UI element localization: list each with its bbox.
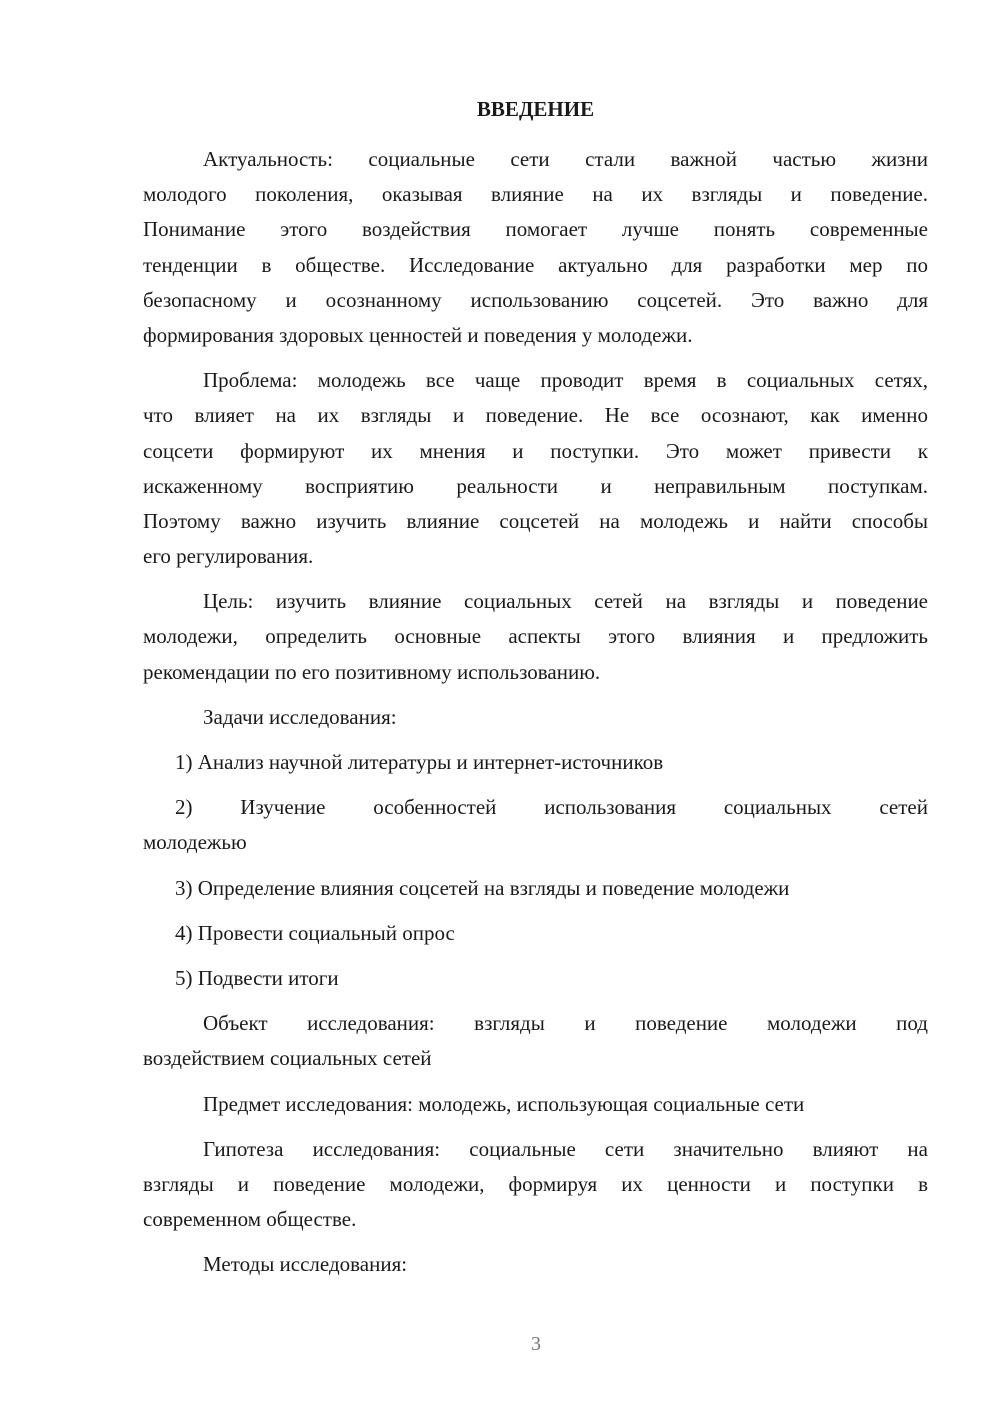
text-line: формирования здоровых ценностей и поведения у молодежи. [143, 322, 693, 347]
text-line: искаженному восприятию реальности и неправильным поступкам. [143, 473, 928, 498]
page-number: 3 [531, 1333, 541, 1355]
text-line: Гипотеза исследования: социальные сети значительно влияют на [203, 1136, 928, 1161]
paragraph [143, 1247, 928, 1282]
text-line: воздействием социальных сетей [143, 1046, 432, 1071]
text-line: 4) Провести социальный опрос [175, 920, 455, 945]
paragraph [143, 142, 928, 353]
list-item [143, 790, 928, 860]
text-line: современном обществе. [143, 1207, 357, 1232]
text-line: Предмет исследования: молодежь, использующая социальные сети [203, 1091, 805, 1116]
list-item [143, 871, 928, 906]
text-line: рекомендации по его позитивному использованию. [143, 659, 601, 684]
text-line: молодежью [143, 830, 247, 855]
text-line: 1) Анализ научной литературы и интернет-источников [175, 750, 664, 774]
text-line: Методы исследования: [203, 1252, 408, 1277]
text-line: Объект исследования: взгляды и поведение молодежи под [203, 1011, 928, 1036]
list-item [143, 916, 928, 951]
paragraph [143, 1087, 928, 1122]
text-line: 2) Изучение особенностей использования социальных сетей [175, 795, 928, 820]
list-item [143, 961, 928, 996]
text-line: соцсети формируют их мнения и поступки. Это может привести к [143, 438, 928, 463]
paragraph [143, 1132, 928, 1238]
list-item [143, 745, 928, 780]
body-text [143, 142, 928, 1282]
text-line: тенденции в обществе. Исследование актуально для разработки мер по [143, 252, 928, 277]
text-line: Понимание этого воздействия помогает лучше понять современные [143, 217, 928, 242]
text-line: молодого поколения, оказывая влияние на их взгляды и поведение. [143, 182, 928, 207]
text-line: Актуальность: социальные сети стали важной частью жизни [203, 147, 928, 171]
paragraph [143, 584, 928, 690]
text-line: Задачи исследования: [203, 704, 397, 729]
text-line: 5) Подвести итоги [175, 965, 339, 990]
paragraph [143, 363, 928, 574]
text-line: безопасному и осознанному использованию соцсетей. Это важно для [143, 287, 928, 312]
text-line: взгляды и поведение молодежи, формируя их ценности и поступки в [143, 1171, 928, 1196]
text-line: Цель: изучить влияние социальных сетей на взгляды и поведение [203, 589, 928, 614]
text-line: молодежи, определить основные аспекты этого влияния и предложить [143, 624, 928, 649]
text-line: 3) Определение влияния соцсетей на взгляды и поведение молодежи [175, 875, 790, 900]
text-line: его регулирования. [143, 544, 314, 569]
text-line: Проблема: молодежь все чаще проводит время в социальных сетях, [203, 368, 928, 393]
text-line: Поэтому важно изучить влияние соцсетей на молодежь и найти способы [143, 508, 928, 533]
paragraph [143, 1006, 928, 1076]
section-title: ВВЕДЕНИЕ [476, 97, 595, 121]
text-line: что влияет на их взгляды и поведение. Не все осознают, как именно [143, 403, 928, 428]
document-page [143, 92, 928, 1292]
paragraph [143, 700, 928, 735]
